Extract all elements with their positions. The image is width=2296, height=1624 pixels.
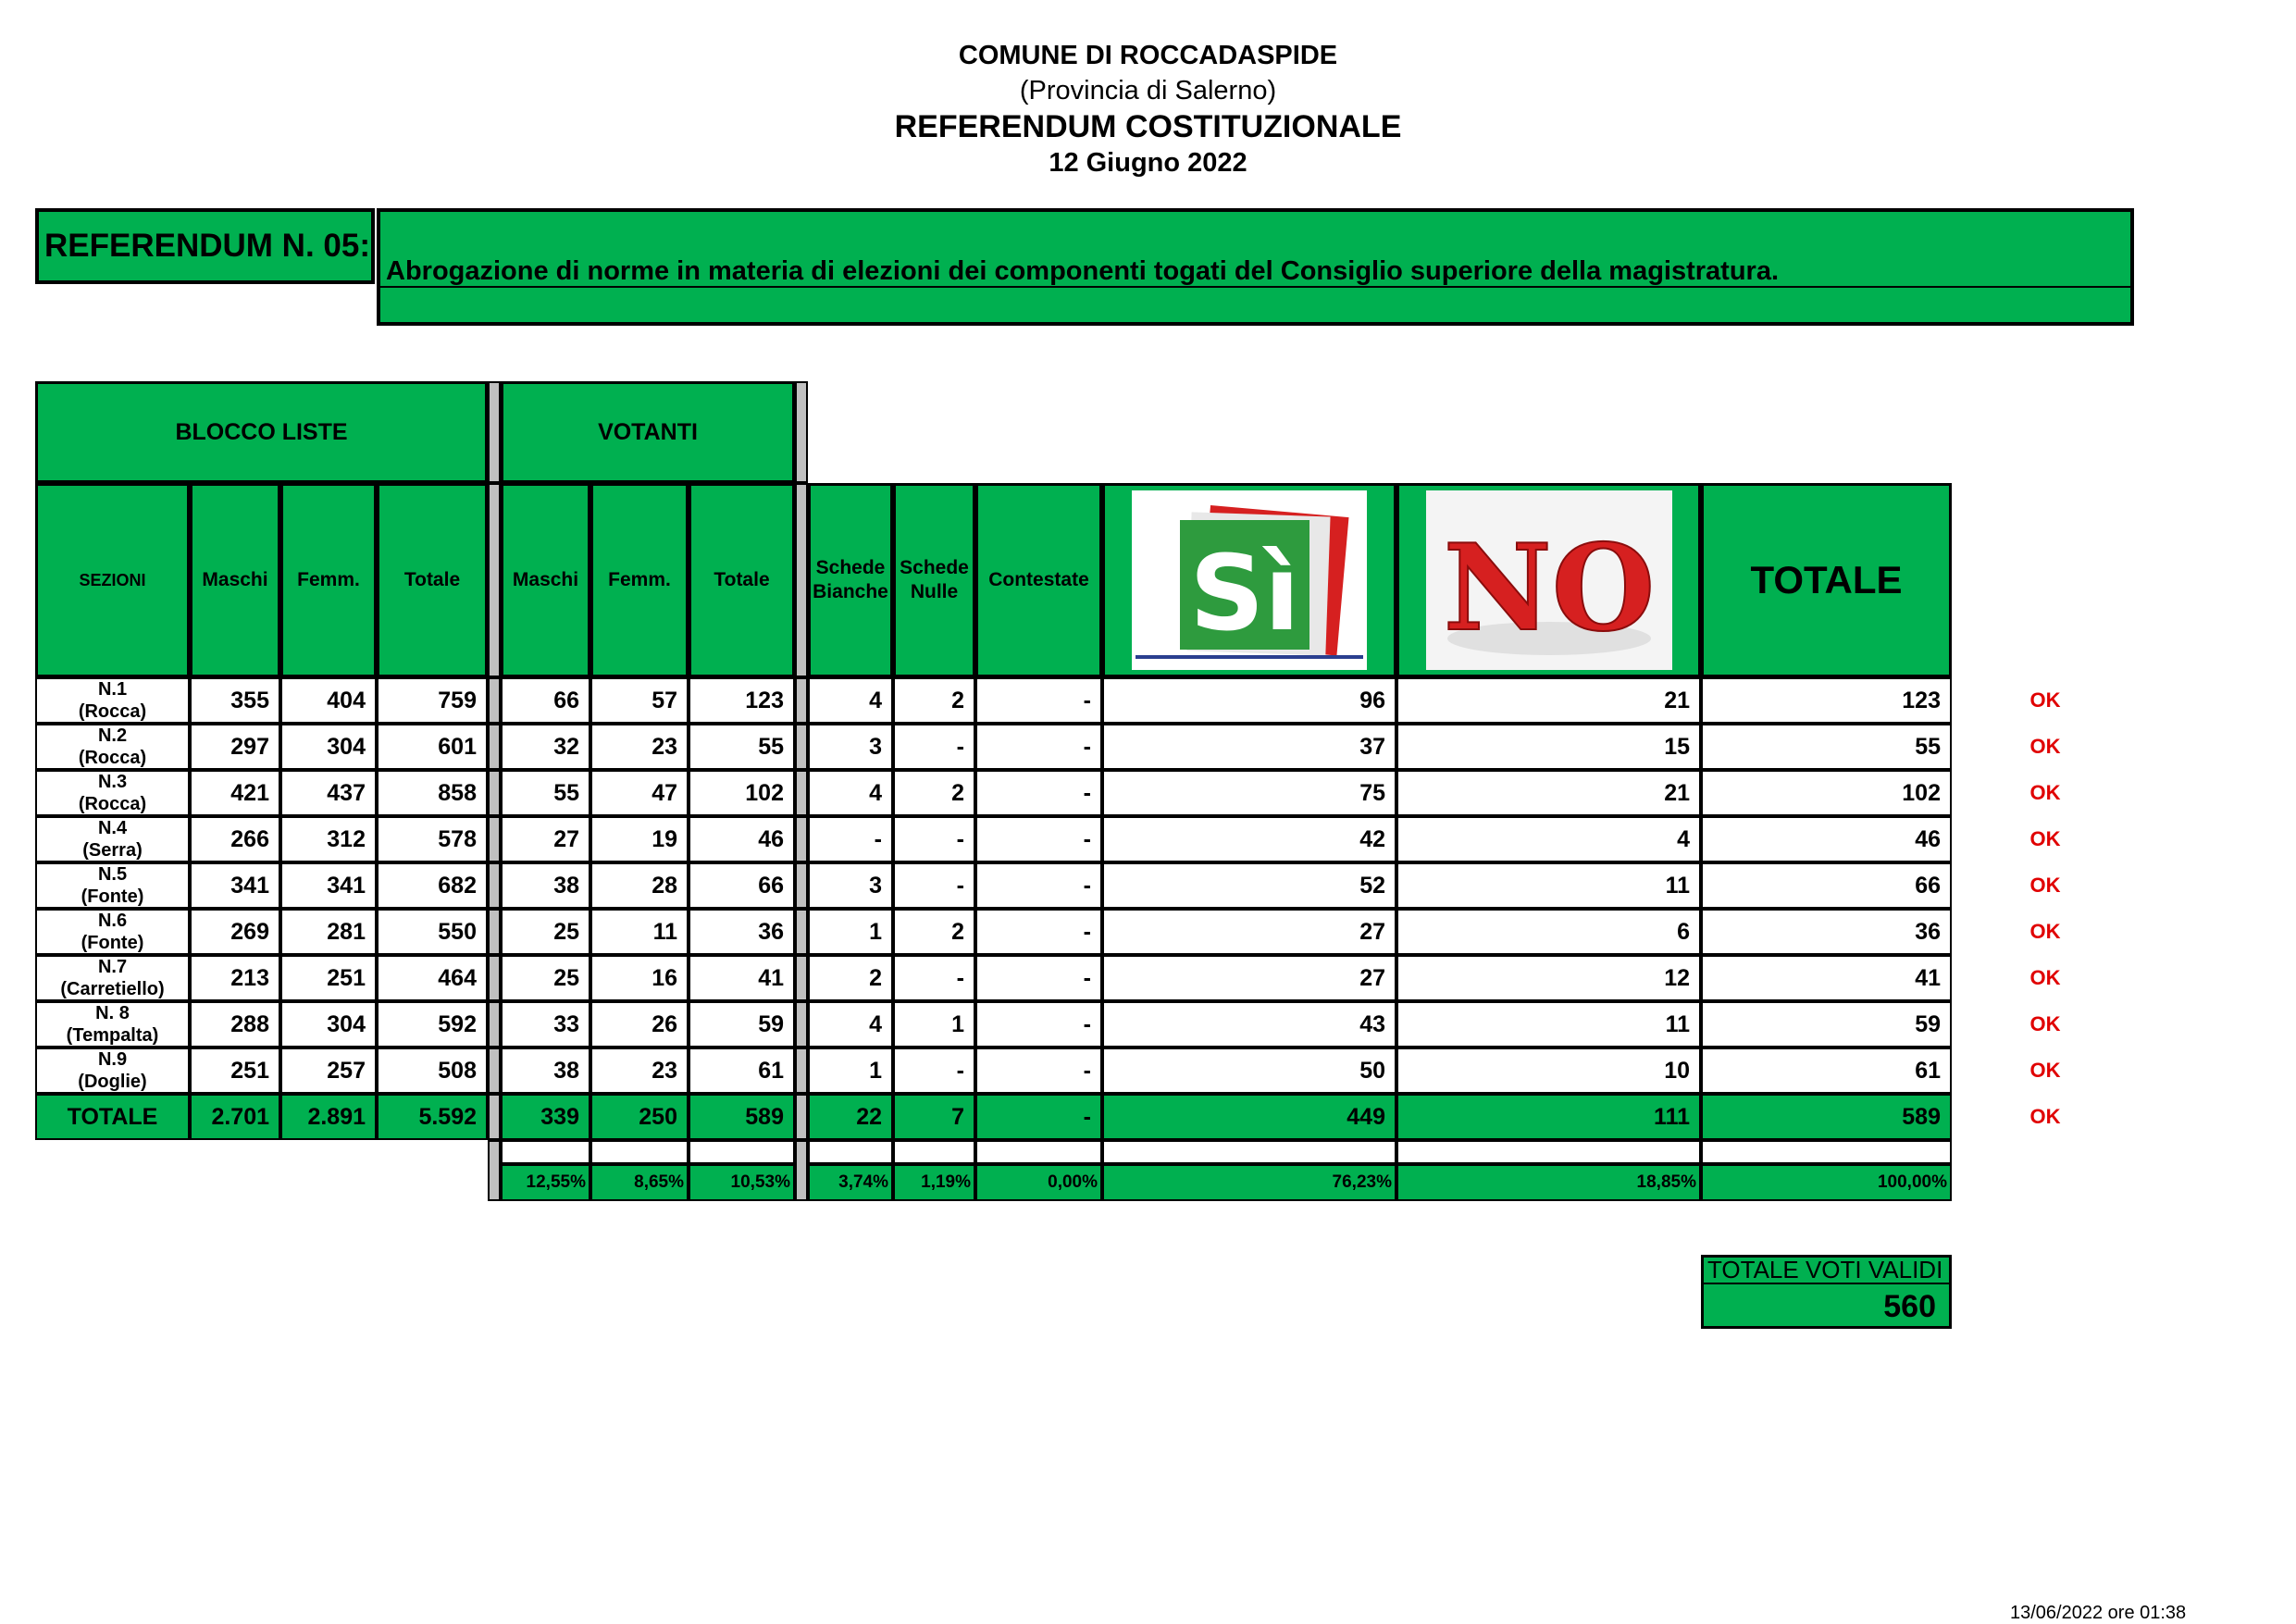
cell-b: 3 xyxy=(808,862,893,909)
cell-vt: 36 xyxy=(689,909,795,955)
votanti-header: VOTANTI xyxy=(501,381,795,483)
percent-vt: 10,53% xyxy=(689,1164,795,1201)
cell-no: 21 xyxy=(1396,677,1701,724)
header-b: Schede Bianche xyxy=(808,483,893,677)
cell-si: 43 xyxy=(1102,1001,1396,1048)
cell-b: - xyxy=(808,816,893,862)
spacer-cell xyxy=(1396,1140,1701,1164)
referendum-title: REFERENDUM COSTITUZIONALE xyxy=(894,109,1402,144)
cell-tot: 46 xyxy=(1701,816,1952,862)
totals-t: 5.592 xyxy=(377,1094,488,1140)
percent-tot: 100,00% xyxy=(1701,1164,1952,1201)
cell-n: 2 xyxy=(893,770,975,816)
percent-vm: 12,55% xyxy=(501,1164,590,1201)
cell-n: 2 xyxy=(893,909,975,955)
cell-no: 15 xyxy=(1396,724,1701,770)
cell-m: 355 xyxy=(190,677,280,724)
cell-c: - xyxy=(975,677,1102,724)
cell-si: 50 xyxy=(1102,1048,1396,1094)
cell-c: - xyxy=(975,816,1102,862)
spacer-cell xyxy=(590,1140,689,1164)
cell-n: 1 xyxy=(893,1001,975,1048)
cell-vf: 19 xyxy=(590,816,689,862)
section-location: (Rocca) xyxy=(78,701,147,722)
cell-vm: 38 xyxy=(501,862,590,909)
section-number: N.9 xyxy=(97,1049,128,1070)
cell-si: 27 xyxy=(1102,955,1396,1001)
cell-vt: 41 xyxy=(689,955,795,1001)
cell-vt: 59 xyxy=(689,1001,795,1048)
cell-t: 508 xyxy=(377,1048,488,1094)
blocco-liste-header: BLOCCO LISTE xyxy=(35,381,488,483)
cell-b: 4 xyxy=(808,1001,893,1048)
svg-text:NO: NO xyxy=(1443,519,1655,658)
cell-vf: 26 xyxy=(590,1001,689,1048)
cell-no: 6 xyxy=(1396,909,1701,955)
section-number: N.4 xyxy=(97,818,128,838)
cell-no: 21 xyxy=(1396,770,1701,816)
cell-c: - xyxy=(975,862,1102,909)
cell-b: 2 xyxy=(808,955,893,1001)
section-name xyxy=(35,862,190,909)
totals-vm: 339 xyxy=(501,1094,590,1140)
section-location: (Serra) xyxy=(82,840,143,861)
cell-n: - xyxy=(893,724,975,770)
spacer-cell xyxy=(501,1140,590,1164)
header-n: Schede Nulle xyxy=(893,483,975,677)
cell-f: 312 xyxy=(280,816,377,862)
cell-tot: 41 xyxy=(1701,955,1952,1001)
referendum-description-box xyxy=(377,208,2134,326)
header-f: Femm. xyxy=(280,483,377,677)
separator xyxy=(488,816,501,862)
section-name xyxy=(35,677,190,724)
cell-c: - xyxy=(975,1048,1102,1094)
spacer-cell xyxy=(975,1140,1102,1164)
no-logo xyxy=(1426,490,1672,670)
separator xyxy=(795,770,808,816)
cell-c: - xyxy=(975,770,1102,816)
timestamp: 13/06/2022 ore 01:38 xyxy=(2010,1603,2187,1623)
cell-vm: 33 xyxy=(501,1001,590,1048)
totals-vt: 589 xyxy=(689,1094,795,1140)
cell-f: 281 xyxy=(280,909,377,955)
cell-f: 404 xyxy=(280,677,377,724)
section-location: (Doglie) xyxy=(78,1072,147,1092)
cell-vf: 57 xyxy=(590,677,689,724)
header-vt: Totale xyxy=(689,483,795,677)
cell-m: 269 xyxy=(190,909,280,955)
separator xyxy=(488,770,501,816)
section-name xyxy=(35,724,190,770)
separator xyxy=(488,1048,501,1094)
comune-title: COMUNE DI ROCCADASPIDE xyxy=(958,41,1338,70)
separator xyxy=(488,1140,501,1201)
cell-t: 464 xyxy=(377,955,488,1001)
cell-n: - xyxy=(893,816,975,862)
row-status: OK xyxy=(2029,1012,2061,1035)
percent-no: 18,85% xyxy=(1396,1164,1701,1201)
row-status: OK xyxy=(2029,827,2061,850)
cell-f: 341 xyxy=(280,862,377,909)
cell-vt: 123 xyxy=(689,677,795,724)
header-c: Contestate xyxy=(975,483,1102,677)
spacer-cell xyxy=(1102,1140,1396,1164)
cell-vm: 66 xyxy=(501,677,590,724)
referendum-date: 12 Giugno 2022 xyxy=(1049,148,1247,178)
section-number: N.5 xyxy=(97,864,128,885)
section-name xyxy=(35,909,190,955)
row-status: OK xyxy=(2029,920,2061,943)
section-number: N.3 xyxy=(97,772,128,792)
svg-text:Sì: Sì xyxy=(1189,534,1300,654)
cell-no: 4 xyxy=(1396,816,1701,862)
separator xyxy=(795,1140,808,1201)
referendum-description: Abrogazione di norme in materia di elezioni dei componenti togati del Consiglio superiore della magistratura. xyxy=(386,256,1780,286)
cell-no: 10 xyxy=(1396,1048,1701,1094)
cell-vf: 23 xyxy=(590,1048,689,1094)
row-status: OK xyxy=(2029,735,2061,758)
row-status: OK xyxy=(2029,1059,2061,1082)
cell-vm: 25 xyxy=(501,955,590,1001)
section-name xyxy=(35,1048,190,1094)
cell-si: 75 xyxy=(1102,770,1396,816)
percent-vf: 8,65% xyxy=(590,1164,689,1201)
separator xyxy=(488,1001,501,1048)
cell-vf: 11 xyxy=(590,909,689,955)
cell-t: 592 xyxy=(377,1001,488,1048)
cell-tot: 59 xyxy=(1701,1001,1952,1048)
cell-vf: 28 xyxy=(590,862,689,909)
cell-vm: 38 xyxy=(501,1048,590,1094)
section-name xyxy=(35,955,190,1001)
totals-vf: 250 xyxy=(590,1094,689,1140)
cell-c: - xyxy=(975,724,1102,770)
separator xyxy=(795,1094,808,1140)
row-status: OK xyxy=(2029,781,2061,804)
percent-si: 76,23% xyxy=(1102,1164,1396,1201)
header-t: Totale xyxy=(377,483,488,677)
header-sez: SEZIONI xyxy=(35,483,190,677)
header-vm: Maschi xyxy=(501,483,590,677)
cell-si: 42 xyxy=(1102,816,1396,862)
cell-c: - xyxy=(975,1001,1102,1048)
separator xyxy=(488,955,501,1001)
referendum-number: REFERENDUM N. 05: xyxy=(35,208,375,284)
cell-c: - xyxy=(975,955,1102,1001)
totals-tot: 589 xyxy=(1701,1094,1952,1140)
spacer-cell xyxy=(689,1140,795,1164)
cell-si: 96 xyxy=(1102,677,1396,724)
voti-validi-label: TOTALE VOTI VALIDI xyxy=(1704,1258,1949,1284)
cell-vm: 25 xyxy=(501,909,590,955)
cell-f: 437 xyxy=(280,770,377,816)
cell-vm: 27 xyxy=(501,816,590,862)
cell-t: 578 xyxy=(377,816,488,862)
separator xyxy=(795,816,808,862)
row-status: OK xyxy=(2029,966,2061,989)
voti-validi-box xyxy=(1701,1255,1952,1329)
cell-si: 27 xyxy=(1102,909,1396,955)
section-location: (Carretiello) xyxy=(60,979,165,999)
separator xyxy=(488,677,501,724)
totals-b: 22 xyxy=(808,1094,893,1140)
spacer-cell xyxy=(808,1140,893,1164)
separator xyxy=(795,381,808,483)
separator xyxy=(488,483,501,677)
section-number: N.1 xyxy=(97,679,128,700)
section-number: N.6 xyxy=(97,911,128,931)
section-name xyxy=(35,1001,190,1048)
section-location: (Fonte) xyxy=(81,886,144,907)
totals-m: 2.701 xyxy=(190,1094,280,1140)
separator xyxy=(795,677,808,724)
cell-vf: 23 xyxy=(590,724,689,770)
separator xyxy=(488,862,501,909)
totals-si: 449 xyxy=(1102,1094,1396,1140)
cell-vm: 55 xyxy=(501,770,590,816)
cell-b: 4 xyxy=(808,770,893,816)
cell-b: 1 xyxy=(808,1048,893,1094)
cell-m: 213 xyxy=(190,955,280,1001)
cell-t: 759 xyxy=(377,677,488,724)
header-si-logo-cell xyxy=(1102,483,1396,677)
separator xyxy=(795,483,808,677)
cell-m: 251 xyxy=(190,1048,280,1094)
totals-label: TOTALE xyxy=(35,1094,190,1140)
cell-b: 4 xyxy=(808,677,893,724)
section-location: (Rocca) xyxy=(78,794,147,814)
cell-tot: 102 xyxy=(1701,770,1952,816)
spacer-cell xyxy=(1701,1140,1952,1164)
totals-c: - xyxy=(975,1094,1102,1140)
separator xyxy=(795,955,808,1001)
separator xyxy=(488,381,501,483)
cell-si: 37 xyxy=(1102,724,1396,770)
cell-m: 288 xyxy=(190,1001,280,1048)
provincia-subtitle: (Provincia di Salerno) xyxy=(1019,76,1277,105)
cell-tot: 61 xyxy=(1701,1048,1952,1094)
row-status: OK xyxy=(2029,688,2061,712)
cell-si: 52 xyxy=(1102,862,1396,909)
percent-n: 1,19% xyxy=(893,1164,975,1201)
separator xyxy=(795,1048,808,1094)
cell-tot: 55 xyxy=(1701,724,1952,770)
separator xyxy=(488,1094,501,1140)
section-number: N.7 xyxy=(97,957,128,977)
cell-m: 341 xyxy=(190,862,280,909)
cell-vf: 16 xyxy=(590,955,689,1001)
cell-f: 304 xyxy=(280,724,377,770)
section-number: N. 8 xyxy=(95,1003,130,1023)
cell-n: - xyxy=(893,955,975,1001)
header-m: Maschi xyxy=(190,483,280,677)
voti-validi-value: 560 xyxy=(1883,1289,1936,1324)
totals-no: 111 xyxy=(1396,1094,1701,1140)
cell-m: 421 xyxy=(190,770,280,816)
totals-f: 2.891 xyxy=(280,1094,377,1140)
cell-vt: 46 xyxy=(689,816,795,862)
spacer-cell xyxy=(893,1140,975,1164)
si-logo xyxy=(1132,490,1367,670)
cell-n: - xyxy=(893,1048,975,1094)
cell-no: 11 xyxy=(1396,1001,1701,1048)
separator xyxy=(795,862,808,909)
cell-vt: 55 xyxy=(689,724,795,770)
cell-b: 1 xyxy=(808,909,893,955)
section-name xyxy=(35,770,190,816)
header-tot: TOTALE xyxy=(1701,483,1952,677)
cell-f: 251 xyxy=(280,955,377,1001)
separator xyxy=(795,909,808,955)
totals-n: 7 xyxy=(893,1094,975,1140)
cell-t: 682 xyxy=(377,862,488,909)
separator xyxy=(488,909,501,955)
cell-tot: 123 xyxy=(1701,677,1952,724)
section-number: N.2 xyxy=(97,725,128,746)
cell-b: 3 xyxy=(808,724,893,770)
cell-tot: 66 xyxy=(1701,862,1952,909)
cell-no: 12 xyxy=(1396,955,1701,1001)
cell-c: - xyxy=(975,909,1102,955)
separator xyxy=(795,724,808,770)
percent-b: 3,74% xyxy=(808,1164,893,1201)
section-name xyxy=(35,816,190,862)
percent-c: 0,00% xyxy=(975,1164,1102,1201)
cell-m: 297 xyxy=(190,724,280,770)
cell-n: - xyxy=(893,862,975,909)
cell-vt: 102 xyxy=(689,770,795,816)
cell-m: 266 xyxy=(190,816,280,862)
cell-vt: 61 xyxy=(689,1048,795,1094)
row-status: OK xyxy=(2029,874,2061,897)
cell-vm: 32 xyxy=(501,724,590,770)
cell-no: 11 xyxy=(1396,862,1701,909)
cell-t: 601 xyxy=(377,724,488,770)
cell-f: 257 xyxy=(280,1048,377,1094)
totals-status: OK xyxy=(2029,1105,2061,1128)
cell-f: 304 xyxy=(280,1001,377,1048)
cell-vt: 66 xyxy=(689,862,795,909)
cell-t: 550 xyxy=(377,909,488,955)
cell-n: 2 xyxy=(893,677,975,724)
cell-tot: 36 xyxy=(1701,909,1952,955)
cell-t: 858 xyxy=(377,770,488,816)
header-no-logo-cell xyxy=(1396,483,1701,677)
header-vf: Femm. xyxy=(590,483,689,677)
section-location: (Tempalta) xyxy=(66,1025,159,1046)
separator xyxy=(795,1001,808,1048)
separator xyxy=(488,724,501,770)
section-location: (Fonte) xyxy=(81,933,144,953)
section-location: (Rocca) xyxy=(78,748,147,768)
cell-vf: 47 xyxy=(590,770,689,816)
